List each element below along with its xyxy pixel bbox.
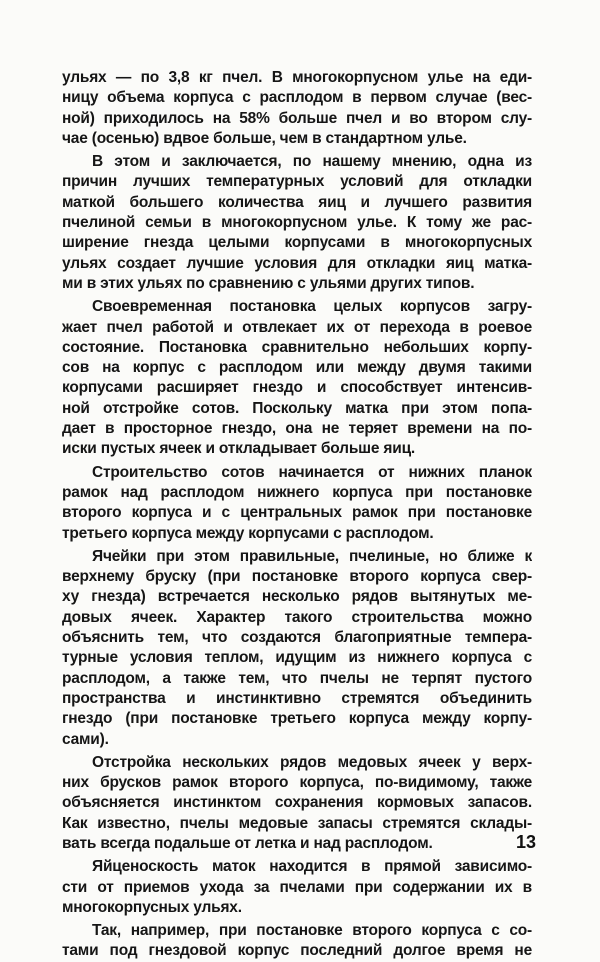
text-line: маткой большего количества яиц и лучшего развития	[62, 193, 532, 211]
text-line: объяснить тем, что создаются благоприятные темпера-	[62, 629, 532, 647]
text-line: пчелиной семьи в многокорпусном улье. К тому же рас-	[62, 214, 532, 232]
text-line: рамок над расплодом нижнего корпуса при постановке	[62, 483, 532, 501]
text-line: ной) приходилось на 58% больше пчел и во втором слу-	[62, 109, 532, 127]
text-line: Ячейки при этом правильные, пчелиные, но ближе к	[92, 547, 532, 565]
text-line: Своевременная постановка целых корпусов загру-	[92, 298, 532, 316]
text-line: жает пчел работой и отвлекает их от перехода в роевое	[62, 318, 532, 336]
text-line: ширение гнезда целыми корпусами в многокорпусных	[62, 234, 532, 252]
text-line: объясняется инстинктом сохранения кормовых запасов.	[62, 794, 532, 812]
paragraph-1	[62, 68, 532, 149]
paragraph-4	[62, 463, 532, 544]
text-line: них брусков рамок второго корпуса, по-видимому, также	[62, 774, 532, 792]
text-line: гнездо (при постановке третьего корпуса между корпу-	[62, 710, 532, 728]
text-line: расплодом, а также тем, что пчелы не терпят пустого	[62, 669, 532, 687]
paragraph-2	[62, 152, 532, 294]
text-line: сти от приемов ухода за пчелами при содержании их в	[62, 878, 532, 896]
text-line: дает в просторное гнездо, она не теряет времени на по-	[62, 420, 532, 438]
text-line: корпусами расширяет гнездо и способствует интенсив-	[62, 379, 532, 397]
text-line: третьего корпуса между корпусами с расплодом.	[62, 524, 434, 542]
text-line: Яйценоскость маток находится в прямой зависимо-	[92, 858, 532, 876]
text-line: причин лучших температурных условий для откладки	[62, 173, 532, 191]
text-line: тами под гнездовой корпус последний долгое время не	[62, 942, 532, 960]
paragraph-6	[62, 753, 532, 854]
text-line: сов на корпус с расплодом или между двумя такими	[62, 359, 532, 377]
text-line: ной отстройке сотов. Поскольку матка при этом попа-	[62, 399, 532, 417]
text-line: ницу объема корпуса с расплодом в первом случае (вес-	[62, 89, 532, 107]
text-line: второго корпуса и с центральных рамок при постановке	[62, 504, 532, 522]
paragraph-5	[62, 547, 532, 750]
text-line: довых ячеек. Характер такого строительства можно	[62, 608, 532, 626]
text-line: Как известно, пчелы медовые запасы стремятся склады-	[62, 814, 532, 832]
text-line: турные условия теплом, идущим из нижнего корпуса с	[62, 649, 532, 667]
text-line: Отстройка нескольких рядов медовых ячеек у верх-	[92, 753, 532, 771]
text-line: иски пустых ячеек и откладывает больше яиц.	[62, 440, 416, 458]
text-line: ми в этих ульях по сравнению с ульями других типов.	[62, 274, 475, 292]
text-line: многокорпусных ульях.	[62, 898, 242, 916]
text-line: ульях создает лучшие условия для откладки яиц матка-	[62, 254, 532, 272]
text-line: В этом и заключается, по нашему мнению, одна из	[92, 153, 532, 171]
text-line: ху гнезда) встречается несколько рядов вытянутых ме-	[62, 588, 532, 606]
paragraph-7	[62, 857, 532, 918]
paragraph-3	[62, 297, 532, 459]
text-line: сами).	[62, 730, 109, 748]
text-line: верхнему бруску (при постановке второго корпуса свер-	[62, 568, 532, 586]
text-line: Так, например, при постановке второго корпуса с со-	[92, 922, 532, 940]
text-line: чае (осенью) вдвое больше, чем в стандартном улье.	[62, 129, 467, 147]
text-line: пространства и инстинктивно стремятся объединить	[62, 689, 532, 707]
paragraph-8	[62, 921, 532, 962]
page-body	[62, 68, 532, 960]
page-number: 13	[515, 832, 536, 852]
text-line: состояние. Постановка сравнительно небольших корпу-	[62, 338, 532, 356]
text-line: ульях — по 3,8 кг пчел. В многокорпусном улье на еди-	[62, 69, 532, 86]
text-line: вать всегда подальше от летка и над расплодом.	[62, 834, 433, 852]
text-line: Строительство сотов начинается от нижних планок	[92, 463, 532, 481]
